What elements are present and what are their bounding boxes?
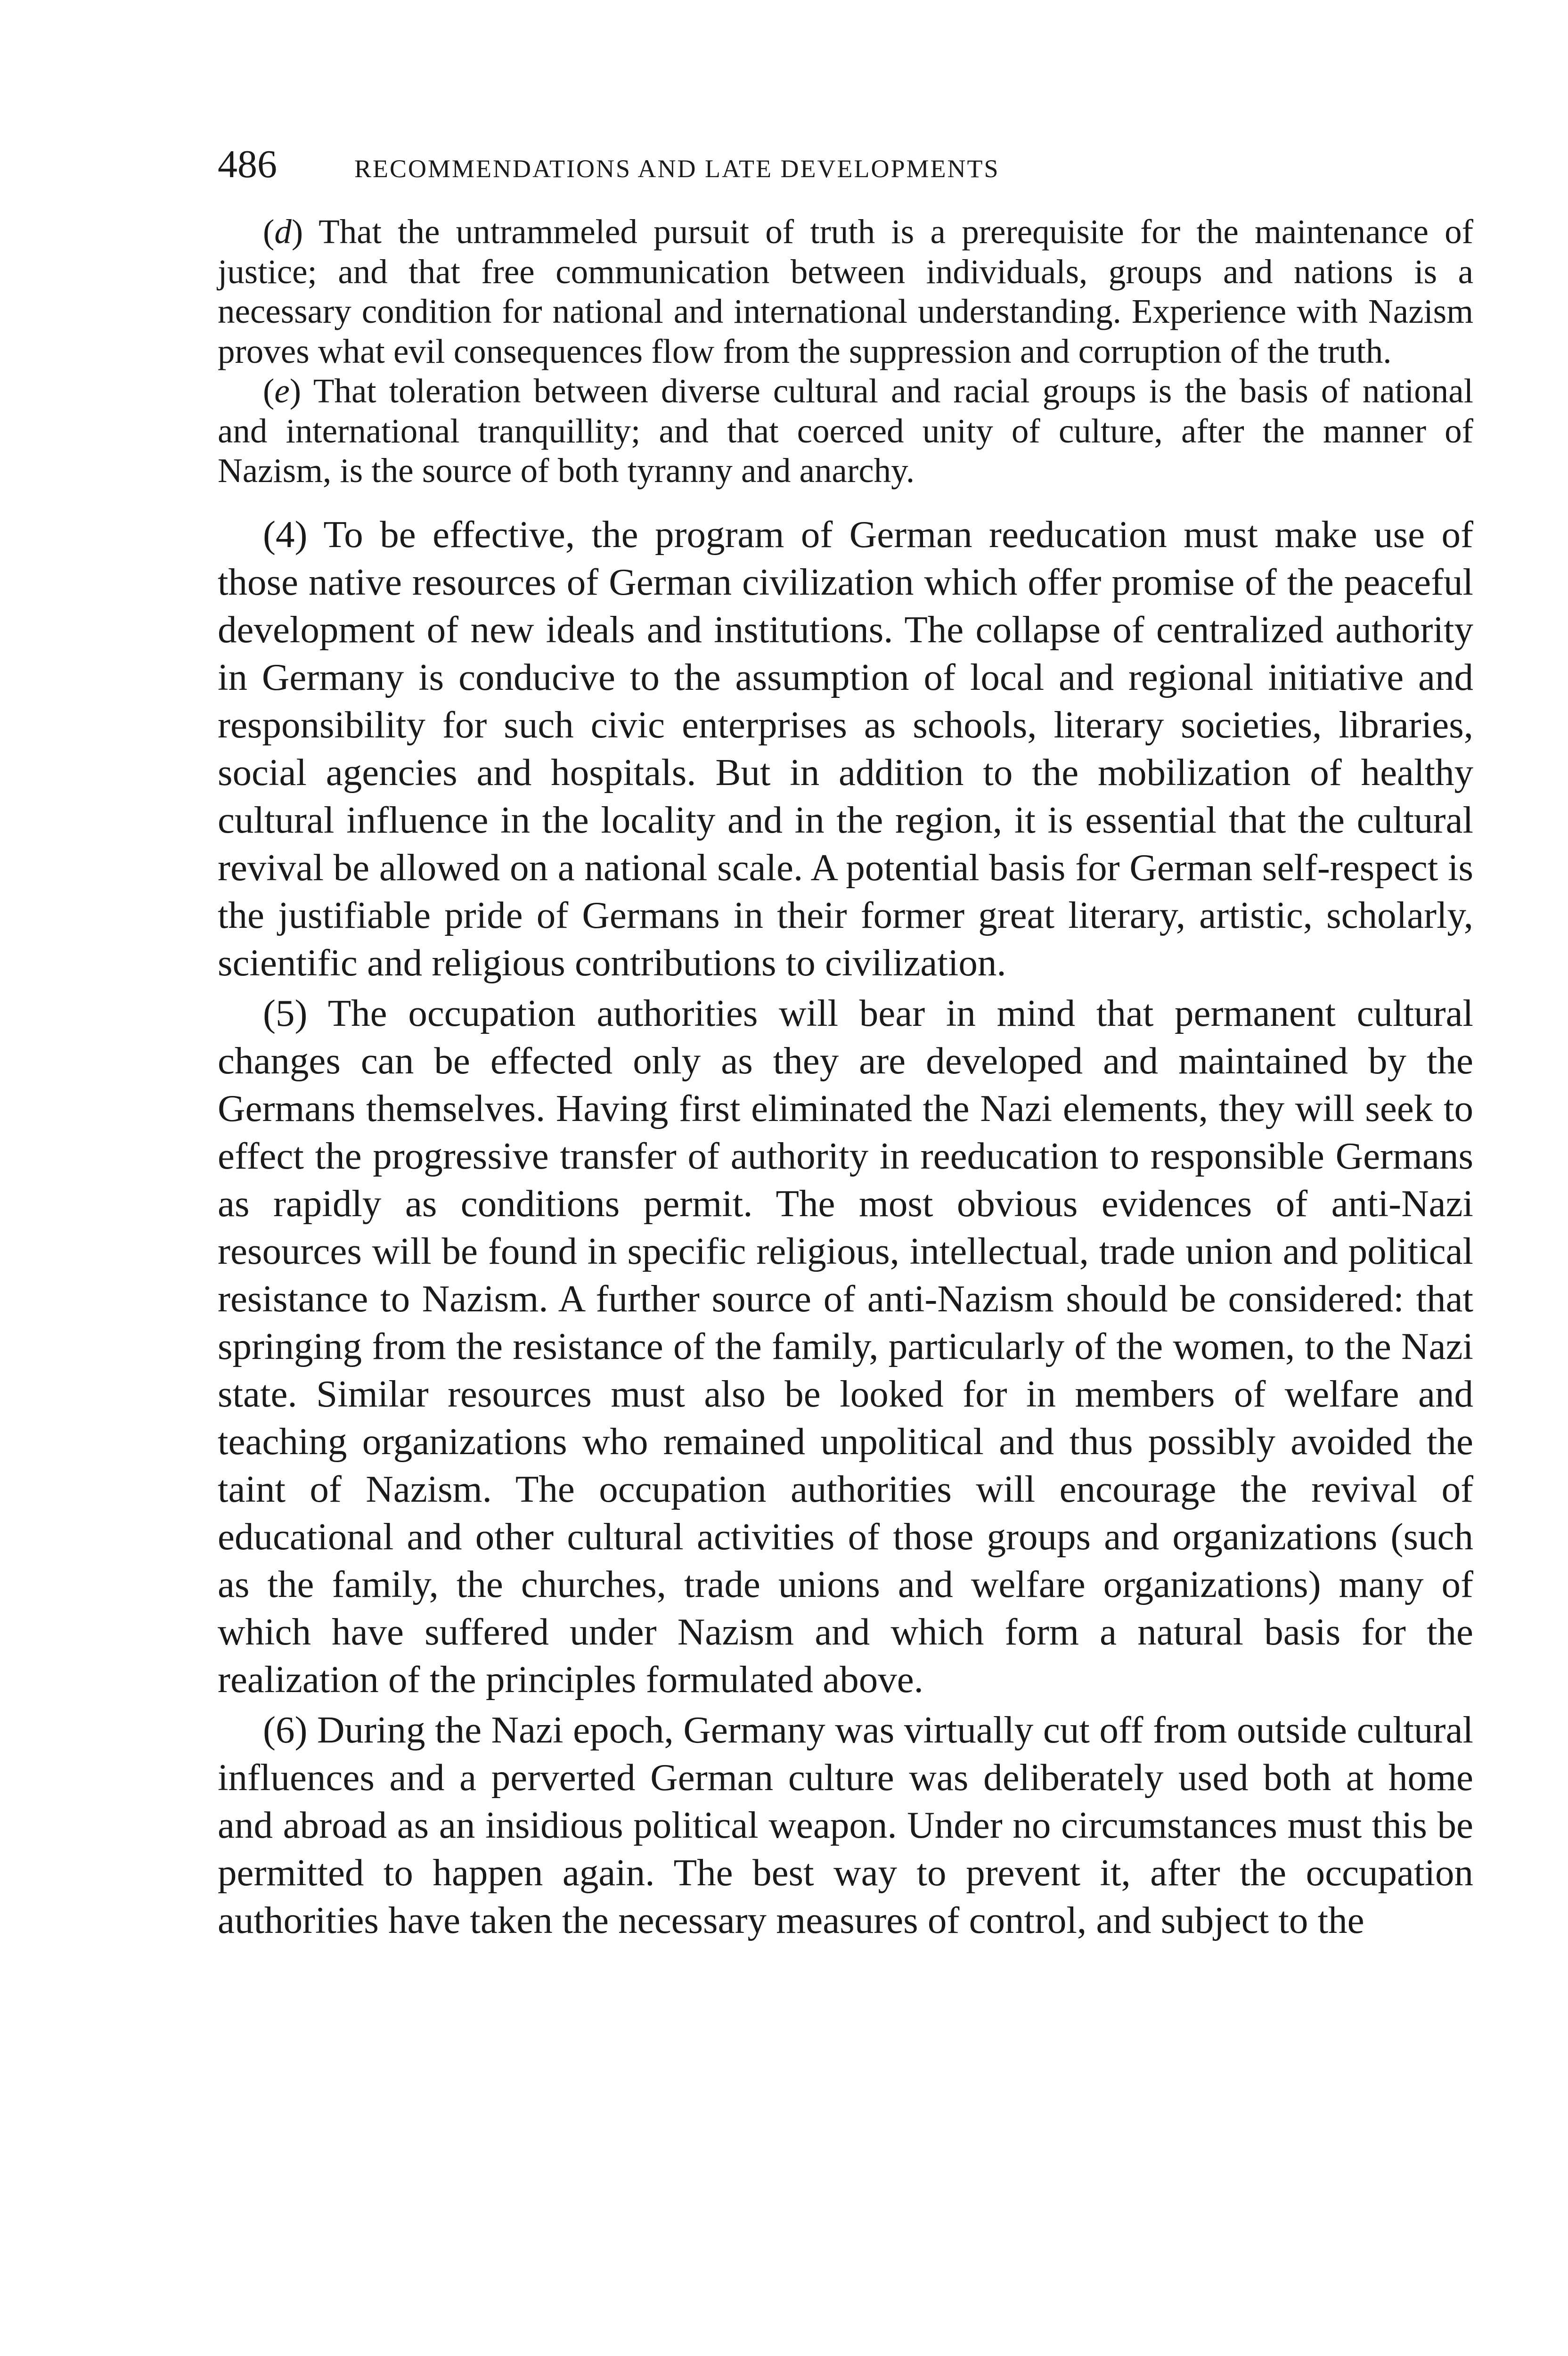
paragraph-d-text: That the untrammeled pursuit of truth is a prerequisite for the maintenance of justice; and that free communication between individuals, groups and nations is a necessary condition for national and international understanding. Experience with Nazism proves what evil consequences flow from the suppression and corruption of the truth. — [218, 213, 1473, 370]
paragraph-e-text: That toleration between diverse cultural and racial groups is the basis of national and international tranquillity; and that coerced unity of culture, after the manner of Nazism, is the source of both tyranny and anarchy. — [218, 372, 1473, 490]
paragraph-d-label: (d) — [263, 213, 303, 251]
page-number: 486 — [218, 142, 277, 186]
paragraph-5: (5) The occupation authorities will bear in mind that permanent cultural changes can be effected only as they are developed and maintained by the Germans themselves. Having first eliminated the Nazi elements, they will seek to effect the progressive transfer of authority in reeducation to responsible Germans as rapidly as conditions permit. The most obvious evidences of anti-Nazi resources will be found in specific religious, intellectual, trade union and political resistance to Nazism. A further source of anti-Nazism should be considered: that springing from the resistance of the family, particularly of the women, to the Nazi state. Similar resources must also be looked for in members of welfare and teaching organizations who remained unpolitical and thus possibly avoided the taint of Nazism. The occupation authorities will encourage the revival of educational and other cultural activities of those groups and organizations (such as the family, the churches, trade unions and welfare organizations) many of which have suffered under Nazism and which form a natural basis for the realization of the principles formulated above. — [218, 991, 1473, 1701]
paragraph-d — [218, 212, 1473, 371]
paragraph-e — [218, 371, 1473, 491]
paragraph-e-label: (e) — [263, 372, 302, 410]
running-head — [218, 141, 1473, 203]
running-title: RECOMMENDATIONS AND LATE DEVELOPMENTS — [354, 155, 1000, 183]
paragraph-6: (6) During the Nazi epoch, Germany was virtually cut off from outside cultural influences and a perverted German culture was deliberately used both at home and abroad as an insidious political weapon. Under no circumstances must this be permitted to happen again. The best way to prevent it, after the occupation authorities have taken the necessary measures of control, and subject to the — [218, 1708, 1473, 1941]
book-page — [218, 141, 1473, 1944]
paragraph-4: (4) To be effective, the program of German reeducation must make use of those native resources of German civilization which offer promise of the peaceful development of new ideals and institutions. The collapse of centralized authority in Germany is conducive to the assumption of local and regional initiative and responsibility for such civic enterprises as schools, literary societies, libraries, social agencies and hospitals. But in addition to the mobilization of healthy cultural influence in the locality and in the region, it is essential that the cultural revival be allowed on a national scale. A potential basis for German self-respect is the justifiable pride of Germans in their former great literary, artistic, scholarly, scientific and religious contributions to civilization. — [218, 513, 1473, 984]
